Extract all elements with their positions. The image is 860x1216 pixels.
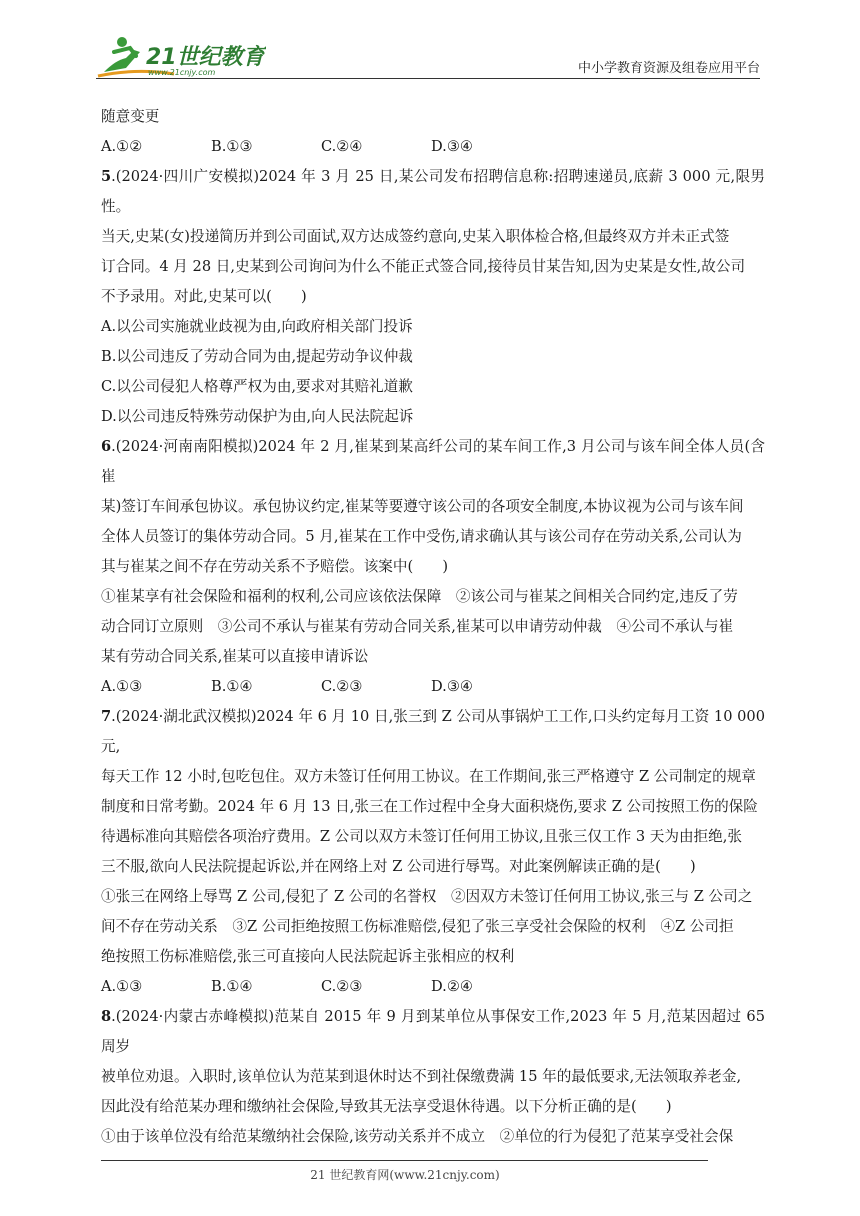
option: C.②④ — [321, 138, 363, 155]
question-stem-line: 某有劳动合同关系,崔某可以直接申请诉讼 — [101, 648, 369, 665]
page-content — [101, 102, 765, 1152]
question-stem-line: ①张三在网络上辱骂 Z 公司,侵犯了 Z 公司的名誉权 ②因双方未签订任何用工协议,张三与 Z 公司之 — [101, 888, 753, 905]
svg-text:21世纪教育: 21世纪教育 — [146, 45, 265, 70]
q4-options — [101, 132, 765, 162]
question-stem-line: ①由于该单位没有给范某缴纳社会保险,该劳动关系并不成立 ②单位的行为侵犯了范某享受社会保 — [101, 1128, 734, 1145]
question-8 — [101, 1002, 765, 1152]
page-footer: 21 世纪教育网(www.21cnjy.com) — [310, 1168, 500, 1182]
platform-name: 中小学教育资源及组卷应用平台 — [577, 61, 760, 76]
svg-text:www.21cnjy.com: www.21cnjy.com — [148, 68, 216, 77]
option: D.以公司违反特殊劳动保护为由,向人民法院起诉 — [101, 408, 414, 425]
option: C.②③ — [321, 978, 363, 995]
question-stem-line: 7.(2024·湖北武汉模拟)2024 年 6 月 10 日,张三到 Z 公司从事锅炉工工作,口头约定每月工资 10 000 元, — [101, 708, 765, 755]
option: A.以公司实施就业歧视为由,向政府相关部门投诉 — [101, 318, 413, 335]
option: D.③④ — [431, 138, 473, 155]
question-stem-line: 每天工作 12 小时,包吃包住。双方未签订任何用工协议。在工作期间,张三严格遵守 Z 公司制定的规章 — [101, 768, 756, 785]
option: C.以公司侵犯人格尊严权为由,要求对其赔礼道歉 — [101, 378, 413, 395]
question-number: 8 — [101, 1008, 112, 1025]
question-stem-line: 制度和日常考勤。2024 年 6 月 13 日,张三在工作过程中全身大面积烧伤,要求 Z 公司按照工伤的保险 — [101, 798, 758, 815]
question-stem-line: 待遇标准向其赔偿各项治疗费用。Z 公司以双方未签订任何用工协议,且张三仅工作 3 天为由拒绝,张 — [101, 828, 742, 845]
page-header — [96, 30, 760, 80]
option: A.①② — [101, 138, 143, 155]
question-6 — [101, 432, 765, 702]
question-stem-line: 间不存在劳动关系 ③Z 公司拒绝按照工伤标准赔偿,侵犯了张三享受社会保险的权利 ④Z 公司拒 — [101, 918, 734, 935]
question-stem-line: 5.(2024·四川广安模拟)2024 年 3 月 25 日,某公司发布招聘信息称:招聘速递员,底薪 3 000 元,限男性。 — [101, 168, 765, 215]
question-stem-line: 三不服,欲向人民法院提起诉讼,并在网络上对 Z 公司进行辱骂。对此案例解读正确的是( ) — [101, 858, 696, 875]
question-number: 6 — [101, 438, 112, 455]
option: B.①④ — [211, 678, 253, 695]
question-stem-line: 动合同订立原则 ③公司不承认与崔某有劳动合同关系,崔某可以申请劳动仲裁 ④公司不承认与崔 — [101, 618, 734, 635]
question-stem-line: 其与崔某之间不存在劳动关系不予赔偿。该案中( ) — [101, 558, 449, 575]
header-divider — [96, 78, 760, 79]
question-stem-line: 订合同。4 月 28 日,史某到公司询问为什么不能正式签合同,接待员甘某告知,因为史某是女性,故公司 — [101, 258, 746, 275]
option: B.①③ — [211, 138, 253, 155]
option: D.③④ — [431, 678, 473, 695]
question-stem-line: ①崔某享有社会保险和福利的权利,公司应该依法保障 ②该公司与崔某之间相关合同约定,违反了劳 — [101, 588, 738, 605]
runner-logo-icon — [96, 34, 266, 78]
option: B.①④ — [211, 978, 253, 995]
question-number: 7 — [101, 708, 112, 725]
question-7 — [101, 702, 765, 1002]
q7-options — [101, 972, 765, 1002]
option: C.②③ — [321, 678, 363, 695]
footer-divider — [101, 1160, 708, 1161]
option: A.①③ — [101, 678, 143, 695]
option: B.以公司违反了劳动合同为由,提起劳动争议仲裁 — [101, 348, 413, 365]
question-number: 5 — [101, 168, 112, 185]
question-stem-line: 6.(2024·河南南阳模拟)2024 年 2 月,崔某到某高纤公司的某车间工作,3 月公司与该车间全体人员(含崔 — [101, 438, 765, 485]
question-stem-line: 某)签订车间承包协议。承包协议约定,崔某等要遵守该公司的各项安全制度,本协议视为公司与该车间 — [101, 498, 744, 515]
logo — [96, 34, 266, 78]
question-stem-line: 全体人员签订的集体劳动合同。5 月,崔某在工作中受伤,请求确认其与该公司存在劳动关系,公司认为 — [101, 528, 742, 545]
q6-options — [101, 672, 765, 702]
question-stem-line: 不予录用。对此,史某可以( ) — [101, 288, 307, 305]
question-stem-line: 被单位劝退。入职时,该单位认为范某到退休时达不到社保缴费满 15 年的最低要求,无法领取养老金, — [101, 1068, 742, 1085]
lead-text: 随意变更 — [101, 108, 160, 125]
question-stem-line: 8.(2024·内蒙古赤峰模拟)范某自 2015 年 9 月到某单位从事保安工作,2023 年 5 月,范某因超过 65 周岁 — [101, 1008, 765, 1055]
question-stem-line: 当天,史某(女)投递简历并到公司面试,双方达成签约意向,史某入职体检合格,但最终双方并未正式签 — [101, 228, 730, 245]
option: A.①③ — [101, 978, 143, 995]
question-stem-line: 绝按照工伤标准赔偿,张三可直接向人民法院起诉主张相应的权利 — [101, 948, 515, 965]
question-stem-line: 因此没有给范某办理和缴纳社会保险,导致其无法享受退休待遇。以下分析正确的是( ) — [101, 1098, 672, 1115]
question-5 — [101, 162, 765, 432]
option: D.②④ — [431, 978, 473, 995]
